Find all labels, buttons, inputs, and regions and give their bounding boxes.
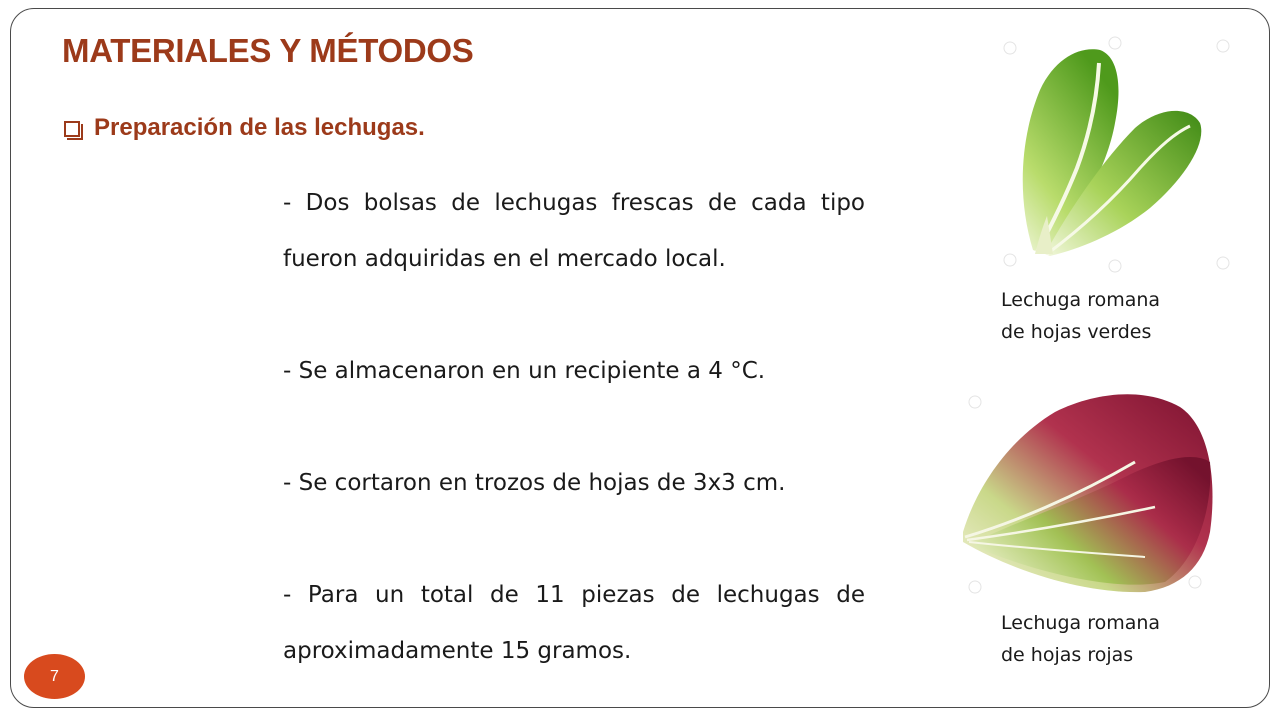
- page-number-badge: [24, 654, 85, 699]
- red-lettuce-image: [955, 382, 1225, 600]
- section-heading: [64, 114, 425, 142]
- green-lettuce-image: [995, 28, 1230, 276]
- checkbox-bullet-icon: [64, 121, 80, 137]
- paragraph-storage: - Se almacenaron en un recipiente a 4 °C.: [283, 358, 766, 384]
- paragraph-total: - Para un total de 11 piezas de lechugas de aproximadamente 15 gramos.: [283, 582, 865, 664]
- page-number: 7: [50, 667, 59, 685]
- section-heading-text: Preparación de las lechugas.: [94, 114, 425, 141]
- green-romaine-lettuce-photo-icon: [995, 28, 1230, 276]
- red-lettuce-caption: [1001, 607, 1160, 671]
- paragraph-cutting: - Se cortaron en trozos de hojas de 3x3 cm.: [283, 470, 786, 496]
- green-caption-line2: de hojas verdes: [1001, 321, 1152, 343]
- green-lettuce-caption: [1001, 284, 1160, 348]
- paragraph-bags: - Dos bolsas de lechugas frescas de cada tipo fueron adquiridas en el mercado local.: [283, 190, 865, 272]
- red-caption-line2: de hojas rojas: [1001, 644, 1134, 666]
- green-caption-line1: Lechuga romana: [1001, 289, 1161, 311]
- red-romaine-lettuce-photo-icon: [955, 382, 1225, 600]
- slide-title: MATERIALES Y MÉTODOS: [62, 32, 474, 69]
- red-caption-line1: Lechuga romana: [1001, 612, 1161, 634]
- body-text: [283, 175, 865, 679]
